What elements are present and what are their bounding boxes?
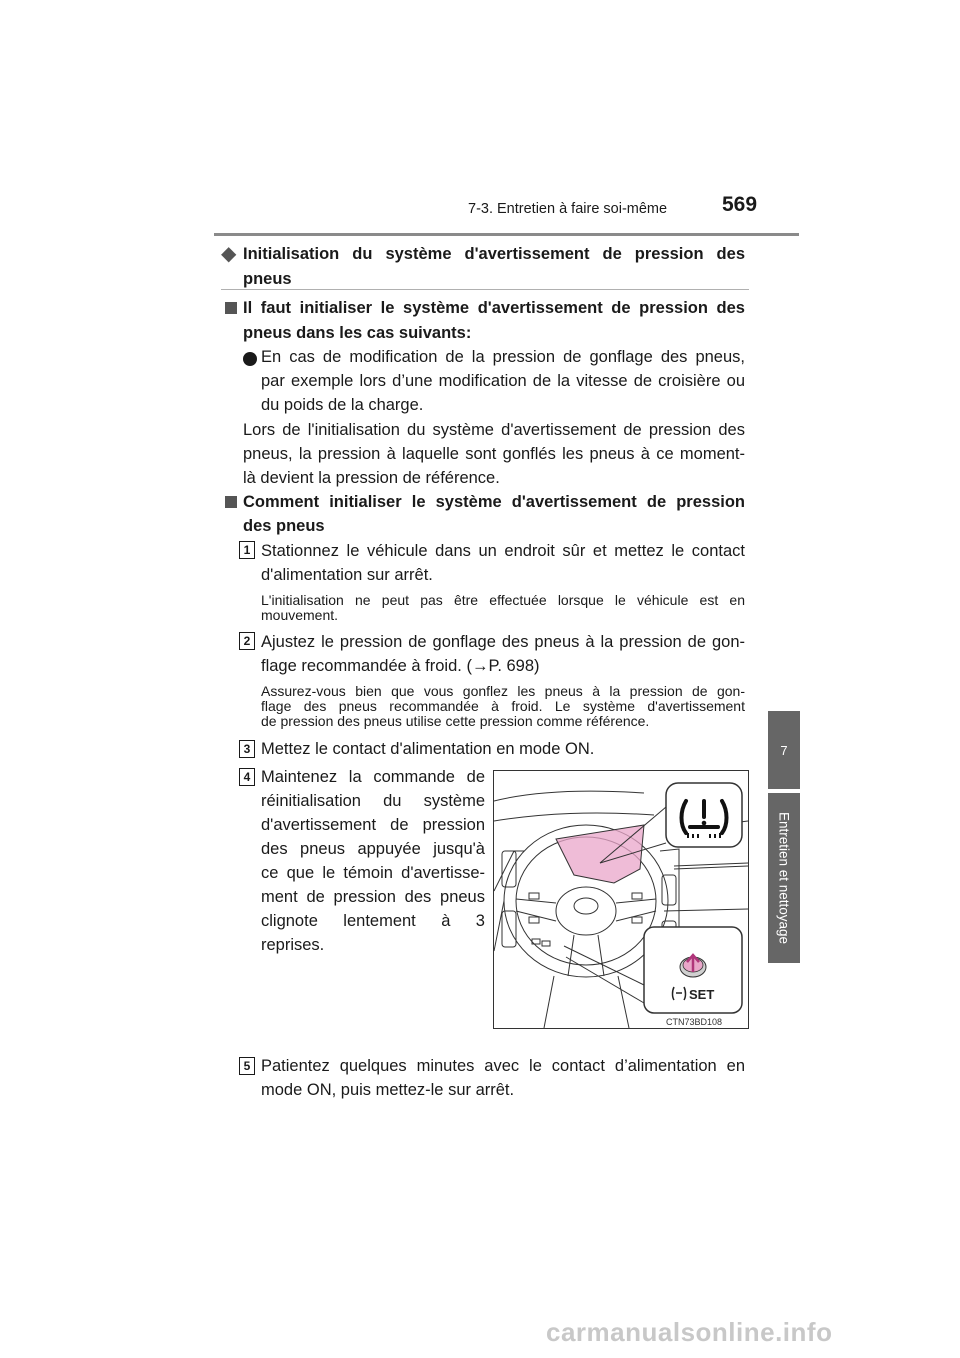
step4-line1: Maintenez la commande de <box>261 768 485 786</box>
step-number-box: 4 <box>239 768 255 786</box>
step4-line3: d'avertissement de pression <box>261 816 485 834</box>
section1-heading-line2: pneus dans les cas suivants: <box>243 324 472 342</box>
figure-code: CTN73BD108 <box>666 1017 723 1027</box>
step4-line7: clignote lentement à 3 <box>261 912 485 930</box>
heading-rule <box>221 289 749 290</box>
step4-line8: reprises. <box>261 936 325 954</box>
chapter-label: Entretien et nettoyage <box>776 811 792 945</box>
step4-line5: ce que le témoin d'avertisse- <box>261 864 485 882</box>
step5-line2: mode ON, puis mettez-le sur arrêt. <box>261 1081 515 1099</box>
chapter-label-tab <box>768 793 800 963</box>
step4-line6: ment de pression des pneus <box>261 888 485 906</box>
step2-note-line1: Assurez-vous bien que vous gonflez les pneus à la pression de gon- <box>261 683 745 699</box>
section-title: 7-3. Entretien à faire soi-même <box>468 201 668 217</box>
watermark: carmanualsonline.info <box>546 1317 833 1347</box>
step2-note-line3: de pression des pneus utilise cette pression comme référence. <box>261 713 650 729</box>
step1-line2: d'alimentation sur arrêt. <box>261 566 433 584</box>
para-line1: Lors de l'initialisation du système d'avertissement de pression des <box>243 421 745 439</box>
header-rule <box>214 233 799 236</box>
step4-line4: des pneus appuyée jusqu'à <box>261 840 485 858</box>
step-number-box: 3 <box>239 740 255 758</box>
page-heading: Initialisation du système d'avertissement de pression des pneus <box>243 245 745 288</box>
square-bullet-icon <box>225 496 237 508</box>
set-button-label: SET <box>689 987 715 1002</box>
round-bullet-icon <box>243 352 257 366</box>
step2-note-line2: flage des pneus recommandée à froid. Le système d'avertissement <box>261 698 745 714</box>
step-number-box: 1 <box>239 541 255 559</box>
square-bullet-icon <box>225 302 237 314</box>
step1-line1: Stationnez le véhicule dans un endroit sûr et mettez le contact <box>261 542 745 560</box>
step1-note-line2: mouvement. <box>261 607 339 623</box>
page-number: 569 <box>722 193 758 216</box>
diamond-icon: ◆ <box>221 243 237 265</box>
dashboard-illustration <box>493 770 749 1029</box>
bullet-line2: par exemple lors d’une modification de la vitesse de croisière ou <box>261 372 745 390</box>
chapter-number: 7 <box>780 742 788 758</box>
step5-line1: Patientez quelques minutes avec le contact d’alimentation en <box>261 1057 745 1075</box>
step2-line1: Ajustez le pression de gonflage des pneus à la pression de gon- <box>261 633 745 651</box>
step-number-box: 2 <box>239 632 255 650</box>
bullet-line3: du poids de la charge. <box>261 396 424 414</box>
step2-line2: flage recommandée à froid. (→P. 698) <box>261 657 540 675</box>
dashboard-drawing <box>494 771 748 1028</box>
chapter-tab <box>768 711 800 789</box>
section2-heading-line1: Comment initialiser le système d'avertissement de pression <box>243 493 745 511</box>
section1-heading-line1: Il faut initialiser le système d'avertissement de pression des <box>243 299 745 317</box>
section2-heading-line2: des pneus <box>243 517 325 535</box>
para-line3: là devient la pression de référence. <box>243 469 500 487</box>
step-number-box: 5 <box>239 1057 255 1075</box>
step3-line1: Mettez le contact d'alimentation en mode ON. <box>261 740 595 758</box>
step4-line2: réinitialisation du système <box>261 792 485 810</box>
para-line2: pneus, la pression à laquelle sont gonflés les pneus à ce moment- <box>243 445 745 463</box>
bullet-line1: En cas de modification de la pression de gonflage des pneus, <box>261 348 745 366</box>
step1-note-line1: L'initialisation ne peut pas être effectuée lorsque le véhicule est en <box>261 592 745 608</box>
